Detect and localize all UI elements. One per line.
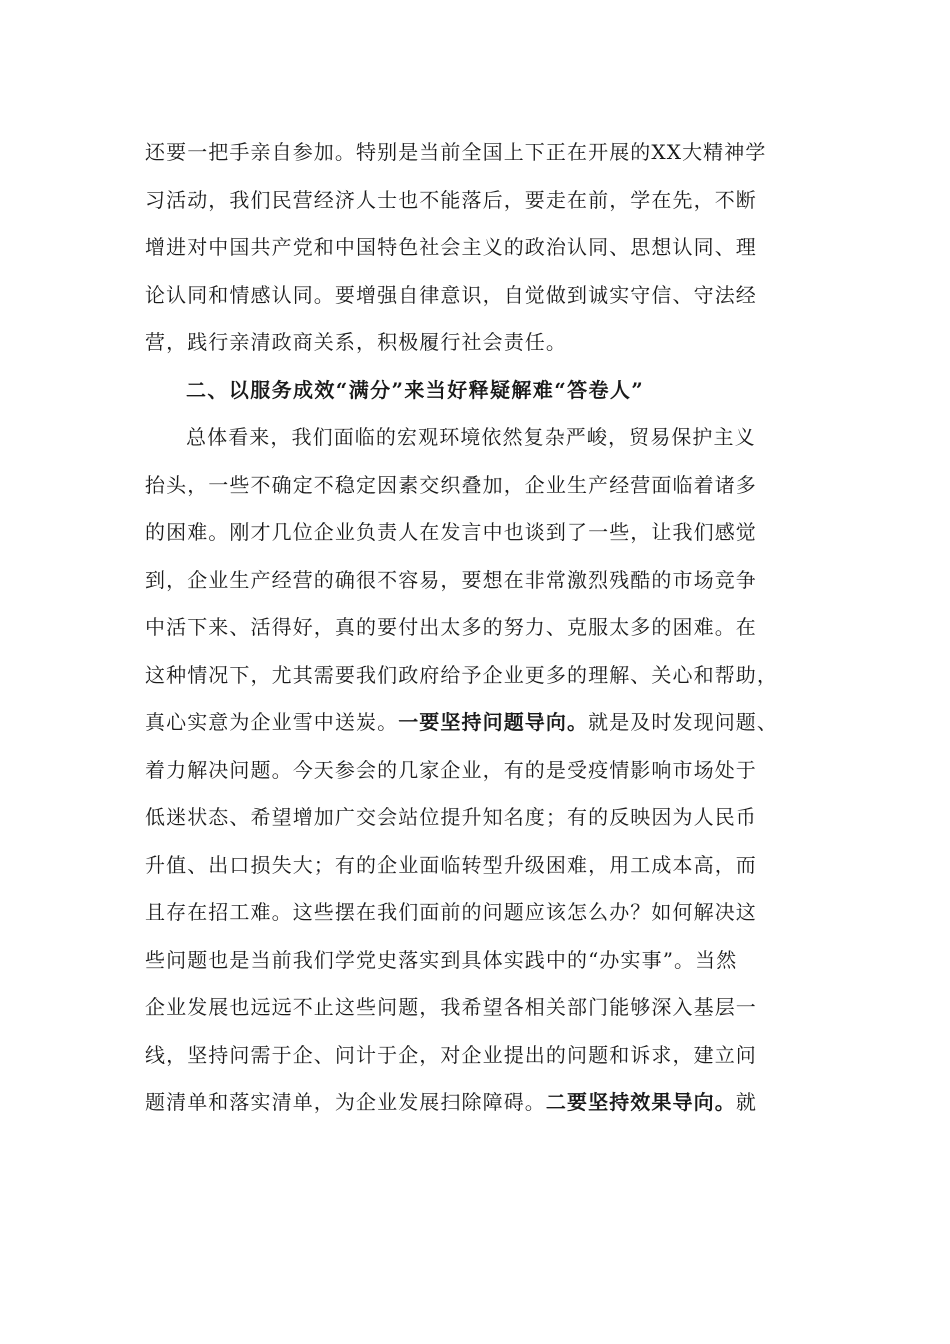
paragraph-line: 还要一把手亲自参加。特别是当前全国上下正在开展的XX大精神学 <box>145 140 767 164</box>
paragraph-line: 这种情况下，尤其需要我们政府给予企业更多的理解、关心和帮助， <box>145 662 778 687</box>
paragraph-line: 营，践行亲清政商关系，积极履行社会责任。 <box>145 330 567 354</box>
paragraph-line: 升值、出口损失大；有的企业面临转型升级困难，用工成本高，而 <box>145 852 757 877</box>
paragraph-line: 些问题也是当前我们学党史落实到具体实践中的“办实事”。当然 <box>145 947 738 972</box>
bold-emphasis: 一要坚持问题导向。 <box>398 710 589 734</box>
paragraph-line: 增进对中国共产党和中国特色社会主义的政治认同、思想认同、理 <box>145 235 757 259</box>
line-text: 真心实意为企业雪中送炭。 <box>145 710 399 734</box>
paragraph-line: 的困难。刚才几位企业负责人在发言中也谈到了一些，让我们感觉 <box>145 520 757 544</box>
paragraph-line: 习活动，我们民营经济人士也不能落后，要走在前，学在先，不断 <box>145 187 757 212</box>
paragraph-line: 且存在招工难。这些摆在我们面前的问题应该怎么办？如何解决这 <box>145 900 757 924</box>
paragraph-line: 论认同和情感认同。要增强自律意识，自觉做到诚实守信、守法经 <box>145 282 757 307</box>
paragraph-line: 着力解决问题。今天参会的几家企业，有的是受疫情影响市场处于 <box>145 757 757 782</box>
paragraph-line-mixed <box>145 1082 810 1130</box>
line-text: 就 <box>735 1090 757 1114</box>
paragraph-line-mixed <box>145 702 810 750</box>
paragraph-line: 低迷状态、希望增加广交会站位提升知名度；有的反映因为人民币 <box>145 805 757 829</box>
paragraph-line: 企业发展也远远不止这些问题，我希望各相关部门能够深入基层一 <box>145 995 757 1019</box>
line-text: 题清单和落实清单，为企业发展扫除障碍。 <box>145 1090 546 1114</box>
paragraph-line: 中活下来、活得好，真的要付出太多的努力、克服太多的困难。在 <box>145 615 757 639</box>
paragraph-line: 到，企业生产经营的确很不容易，要想在非常激烈残酷的市场竞争 <box>145 567 757 592</box>
document-body <box>145 132 810 1130</box>
section-heading: 二、以服务成效“满分”来当好释疑解难“答卷人” <box>186 377 645 402</box>
paragraph-line: 总体看来，我们面临的宏观环境依然复杂严峻，贸易保护主义 <box>186 425 756 449</box>
line-text: 就是及时发现问题、 <box>588 710 779 734</box>
paragraph-line: 线，坚持问需于企、问计于企，对企业提出的问题和诉求，建立问 <box>145 1042 757 1067</box>
paragraph-line: 抬头，一些不确定不稳定因素交织叠加，企业生产经营面临着诸多 <box>145 472 757 497</box>
bold-emphasis: 二要坚持效果导向。 <box>545 1090 736 1114</box>
